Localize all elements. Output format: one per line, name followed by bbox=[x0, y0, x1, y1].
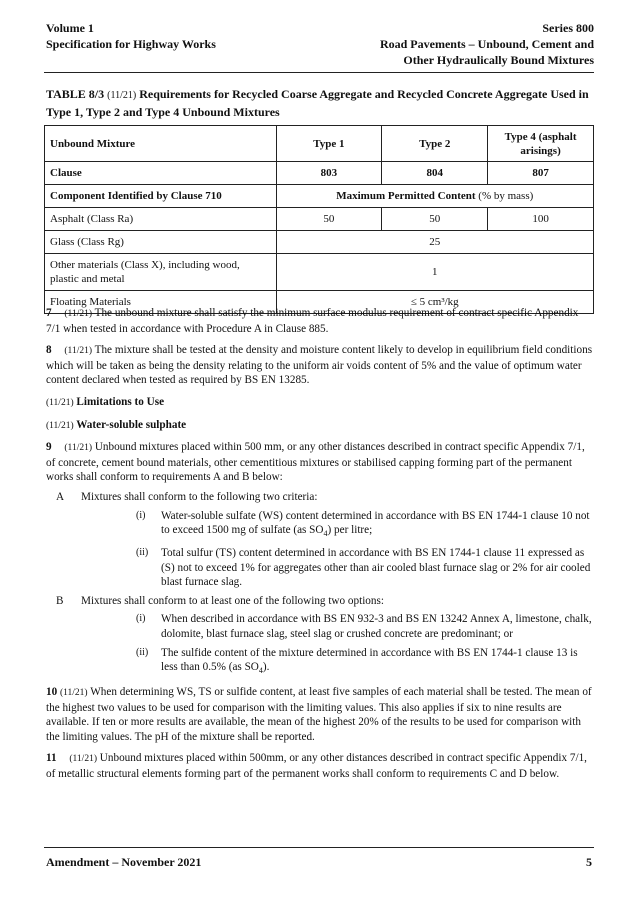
clause-date: (11/21) bbox=[64, 309, 93, 319]
heading-date: (11/21) bbox=[46, 420, 74, 431]
clause-10 bbox=[46, 685, 594, 744]
table-cell: Floating Materials bbox=[45, 291, 277, 314]
clause-9 bbox=[46, 440, 594, 485]
list-label: B bbox=[56, 594, 64, 607]
series-title-line1: Road Pavements – Unbound, Cement and bbox=[379, 37, 594, 51]
clause-date: (11/21) bbox=[64, 346, 93, 357]
table-cell: Clause bbox=[45, 162, 277, 185]
list-text: When described in accordance with BS EN 932-3 and BS EN 13242 Annex A, limestone, chalk, dolomite, blast furnace slag, steel slag or crushed concrete are predominant; or bbox=[161, 613, 592, 640]
table-number: TABLE 8/3 bbox=[46, 87, 105, 101]
requirement-a bbox=[46, 490, 594, 505]
table-title-text: Requirements for Recycled Coarse Aggregate and Recycled Concrete Aggregate Used in Type 1, Type 2 and Type 4 Unbound Mixtures bbox=[46, 87, 589, 119]
volume-label: Volume 1 bbox=[46, 21, 94, 35]
requirement-a-ii bbox=[46, 546, 594, 590]
requirements-table bbox=[44, 125, 594, 314]
series-title-line2: Other Hydraulically Bound Mixtures bbox=[403, 53, 594, 67]
table-cell: 803 bbox=[276, 162, 382, 185]
table-cell: 804 bbox=[382, 162, 488, 185]
table-cell bbox=[276, 185, 593, 208]
clause-text: The mixture shall be tested at the density and moisture content likely to develop in equilibrium field conditions which will be taken as being the density relating to the uniform air voids content of 5% and the value of optimum water content declared when tested as required by BS EN 13285. bbox=[46, 344, 593, 387]
clause-date: (11/21) bbox=[69, 754, 97, 765]
clause-number: 11 bbox=[46, 752, 57, 765]
table-cell: 25 bbox=[276, 231, 593, 254]
heading-limitations bbox=[46, 395, 594, 411]
clause-number: 8 bbox=[46, 344, 52, 357]
list-text: Mixtures shall conform to at least one of the following two options: bbox=[81, 594, 384, 607]
clause-date: (11/21) bbox=[59, 687, 88, 698]
table-cell: 50 bbox=[276, 208, 382, 231]
series-label: Series 800 bbox=[542, 21, 594, 35]
requirement-b bbox=[46, 594, 594, 609]
table-row bbox=[45, 162, 594, 185]
list-label: (ii) bbox=[136, 646, 149, 658]
clause-text: Unbound mixtures placed within 500 mm, or any other distances described in contract specific Appendix 7/1, of concrete, cement bound materials, other cementitious mixtures or stabilised capping forming part of the permanent works shall conform to requirements A and B below: bbox=[46, 441, 585, 484]
table-cell: ≤ 5 cm³/kg bbox=[276, 291, 593, 314]
list-label: A bbox=[56, 490, 65, 503]
requirement-b-ii bbox=[46, 646, 594, 679]
list-text: Water-soluble sulfate (WS) content determined in accordance with BS EN 1744-1 clause 10 not to exceed 1500 mg of sulfate (as $SO_4$) per litre; bbox=[161, 509, 590, 539]
max-content-label: Maximum Permitted Content bbox=[336, 190, 476, 202]
table-cell: Component Identified by Clause 710 bbox=[45, 185, 277, 208]
header-cell: Type 1 bbox=[276, 126, 382, 162]
header-right bbox=[380, 20, 594, 68]
header-cell: Unbound Mixture bbox=[45, 126, 277, 162]
list-text: The sulfide content of the mixture determined in accordance with BS EN 1744-1 clause 13 is less than 0.5% (as $SO_4$). bbox=[161, 646, 578, 676]
max-content-unit: (% by mass) bbox=[478, 190, 534, 202]
requirement-b-i bbox=[46, 612, 594, 641]
table-row bbox=[45, 231, 594, 254]
table-cell: Other materials (Class X), including wood, plastic and metal bbox=[45, 254, 277, 291]
list-text: Total sulfur (TS) content determined in accordance with BS EN 1744-1 clause 11 expressed as (S) not to exceed 1% for aggregates other than air cooled blast furnace slag or 2% for air cooled blast furnace slag. bbox=[161, 546, 591, 589]
header-rule bbox=[44, 72, 594, 73]
table-cell: 807 bbox=[488, 162, 594, 185]
header-left bbox=[46, 20, 216, 52]
clauses-body bbox=[46, 306, 594, 789]
heading-date: (11/21) bbox=[46, 397, 74, 408]
clause-number: 10 bbox=[46, 685, 58, 698]
clause-8 bbox=[46, 343, 594, 388]
table-title bbox=[46, 86, 594, 120]
table-cell: Glass (Class Rg) bbox=[45, 231, 277, 254]
page-number: 5 bbox=[586, 855, 592, 869]
amendment-label: Amendment – November 2021 bbox=[46, 855, 202, 869]
table-date: (11/21) bbox=[107, 90, 137, 101]
clause-text: The unbound mixture shall satisfy the minimum surface modulus requirement of contract specific Appendix 7/1 when tested in accordance with Procedure A in Clause 885. bbox=[46, 307, 579, 335]
clause-text: Unbound mixtures placed within 500mm, or any other distances described in contract specific Appendix 7/1, of metallic structural elements forming part of the permanent works shall conform to requirements C and D below. bbox=[46, 752, 587, 780]
heading-sulphate bbox=[46, 418, 594, 434]
clause-number: 7 bbox=[46, 307, 52, 319]
requirement-a-i bbox=[46, 509, 594, 542]
table-row bbox=[45, 185, 594, 208]
clause-date: (11/21) bbox=[64, 443, 93, 454]
table-row bbox=[45, 254, 594, 291]
clause-7 bbox=[46, 306, 594, 336]
list-text: Mixtures shall conform to the following two criteria: bbox=[81, 490, 318, 503]
list-label: (i) bbox=[136, 613, 146, 625]
header-cell: Type 2 bbox=[382, 126, 488, 162]
table-row bbox=[45, 208, 594, 231]
table-cell: 50 bbox=[382, 208, 488, 231]
table-cell: 100 bbox=[488, 208, 594, 231]
table-cell: 1 bbox=[276, 254, 593, 291]
clause-text: When determining WS, TS or sulfide content, at least five samples of each material shall be tested. The mean of the highest two values to be used for comparison with the limiting values. This also applies if six to nine results are available. If ten or more results are available, the mean of the highest 20% of the results to be used for comparison with the limiting values. The pH of the mixture shall be reported. bbox=[46, 685, 592, 743]
table-row bbox=[45, 126, 594, 162]
clause-number: 9 bbox=[46, 441, 52, 454]
header-cell: Type 4 (asphalt arisings) bbox=[488, 126, 594, 162]
table-cell: Asphalt (Class Ra) bbox=[45, 208, 277, 231]
heading-text: Water-soluble sulphate bbox=[76, 418, 187, 431]
clause-11 bbox=[46, 751, 594, 781]
list-label: (ii) bbox=[136, 546, 149, 558]
heading-text: Limitations to Use bbox=[76, 395, 165, 408]
spec-label: Specification for Highway Works bbox=[46, 37, 216, 51]
list-label: (i) bbox=[136, 509, 146, 521]
footer-rule bbox=[44, 847, 594, 848]
